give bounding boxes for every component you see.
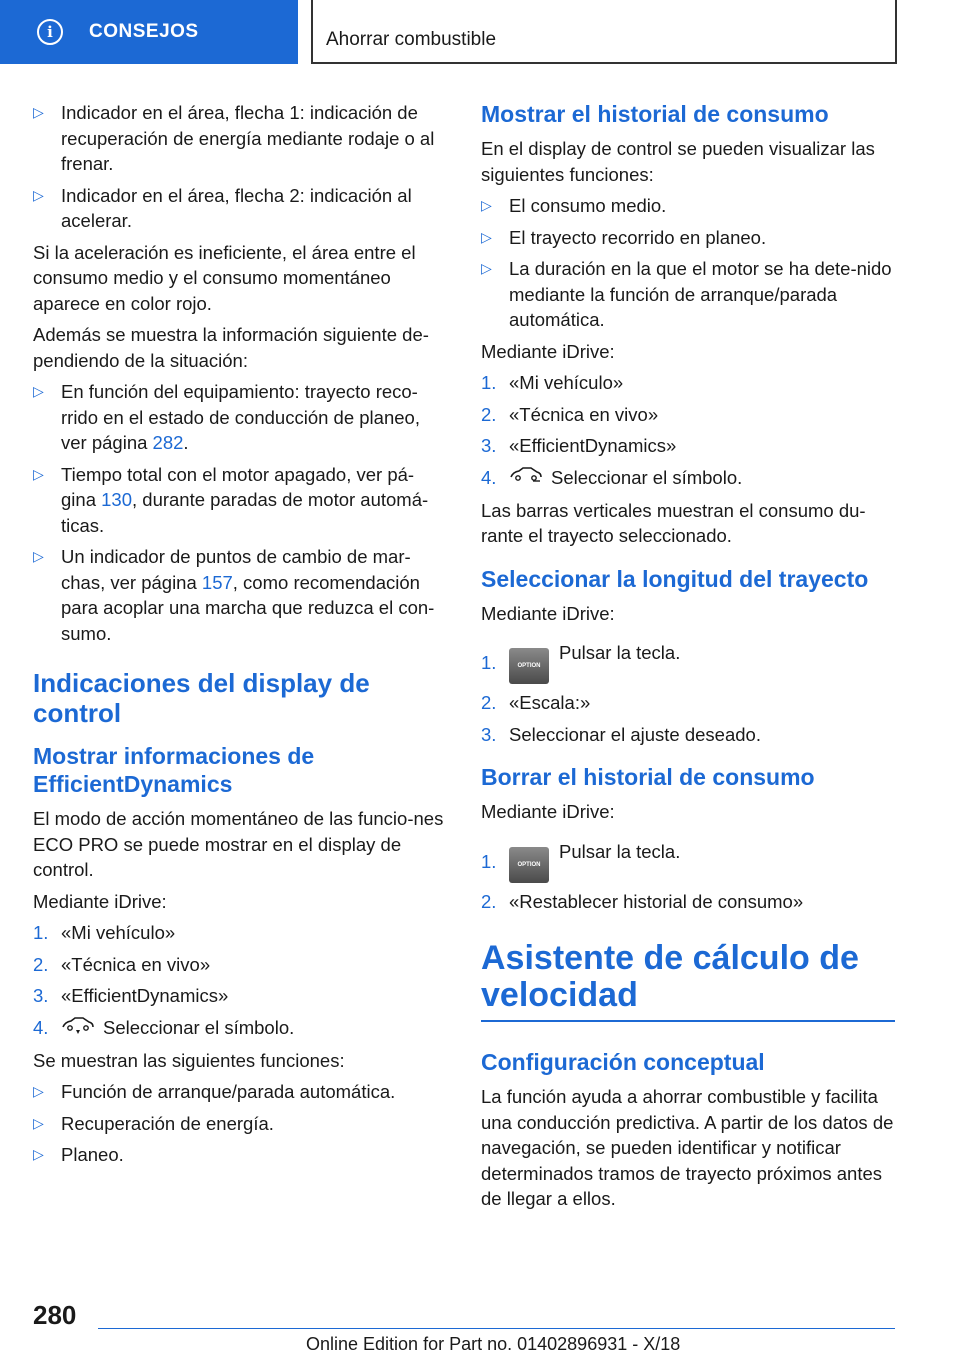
top-bullet-list bbox=[33, 100, 445, 234]
section-heading: Indicaciones del display de control bbox=[33, 668, 370, 728]
bullet-icon: ▷ bbox=[33, 465, 44, 482]
subsection-heading: Mostrar el historial de consumo bbox=[481, 101, 829, 127]
paragraph: Además se muestra la información siguiente de-pendiendo de la situación: bbox=[33, 324, 429, 371]
list-item: ▷ Planeo. bbox=[33, 1142, 445, 1168]
situation-bullet-list bbox=[33, 379, 445, 646]
info-icon: i bbox=[37, 19, 63, 45]
list-item: ▷ El trayecto recorrido en planeo. bbox=[481, 225, 895, 251]
bullet-icon: ▷ bbox=[33, 186, 44, 203]
step-item: 1. OPTIONPulsar la tecla. bbox=[481, 839, 895, 883]
list-item: ▷ En función del equipamiento: trayecto reco-rrido en el estado de conducción de planeo, ver página 282. bbox=[33, 381, 420, 453]
idrive-steps bbox=[481, 370, 895, 492]
bullet-icon: ▷ bbox=[481, 260, 492, 276]
step-item: 3. «EfficientDynamics» bbox=[481, 435, 677, 456]
step-item: 2. «Restablecer historial de consumo» bbox=[481, 890, 804, 912]
step-item: 1. «Mi vehículo» bbox=[33, 922, 176, 943]
step-item: 3. «EfficientDynamics» bbox=[33, 985, 229, 1006]
footer-divider bbox=[98, 1328, 895, 1329]
paragraph: Mediante iDrive: bbox=[33, 890, 167, 912]
list-item: ▷ Función de arranque/parada automática. bbox=[33, 1079, 445, 1105]
chapter-header bbox=[311, 0, 897, 64]
paragraph: La función ayuda a ahorrar combustible y facilita una conducción predictiva. A partir de los datos de navegación, se pueden identificar y notificar determinados tramos de trayecto próximos antes de llegar a ellos. bbox=[481, 1086, 894, 1210]
subsection-heading: Seleccionar la longitud del trayecto bbox=[481, 565, 869, 592]
functions-list bbox=[33, 1079, 445, 1168]
bullet-icon: ▷ bbox=[481, 197, 492, 213]
list-item: ▷ Un indicador de puntos de cambio de mar-chas, ver página 157, como recomendación para acoplar una marcha que reduzca el con-sumo. bbox=[33, 546, 435, 644]
paragraph: Las barras verticales muestran el consumo du-rante el trayecto seleccionado. bbox=[481, 499, 866, 547]
efficientdynamics-car-icon bbox=[61, 1015, 95, 1042]
list-item: ▷ La duración en la que el motor se ha dete-nido mediante la función de arranque/parada automática. bbox=[481, 258, 892, 330]
bullet-icon: ▷ bbox=[33, 383, 44, 399]
option-key-icon: OPTION bbox=[509, 648, 549, 684]
scale-steps bbox=[481, 640, 895, 747]
subsection-heading: Borrar el historial de consumo bbox=[481, 764, 815, 791]
paragraph: Mediante iDrive: bbox=[481, 801, 615, 823]
section-tab bbox=[0, 0, 298, 64]
step-item: 1. «Mi vehículo» bbox=[481, 372, 624, 393]
history-bullet-list bbox=[481, 193, 895, 333]
page-link-157[interactable]: 157 bbox=[201, 571, 233, 593]
list-item: ▷ Recuperación de energía. bbox=[33, 1111, 445, 1137]
paragraph: Se muestran las siguientes funciones: bbox=[33, 1049, 345, 1071]
list-item: ▷ Indicador en el área, flecha 2: indicación al acelerar. bbox=[33, 184, 412, 231]
subsection-heading: Mostrar informaciones de EfficientDynamics bbox=[33, 743, 315, 797]
step-item: 2. «Técnica en vivo» bbox=[481, 403, 659, 425]
step-item: 4. Seleccionar el símbolo. bbox=[33, 1015, 445, 1042]
left-column bbox=[33, 100, 445, 1174]
step-item: 2. «Técnica en vivo» bbox=[33, 953, 211, 975]
page-link-282[interactable]: 282 bbox=[152, 432, 184, 453]
section-label: CONSEJOS bbox=[89, 21, 199, 42]
paragraph: En el display de control se pueden visualizar las siguientes funciones: bbox=[481, 138, 875, 185]
paragraph: Si la aceleración es ineficiente, el área entre el consumo medio y el consumo momentáneo aparece en color rojo. bbox=[33, 241, 416, 314]
list-item: ▷ El consumo medio. bbox=[481, 193, 895, 219]
consumption-history-car-icon bbox=[509, 465, 543, 492]
step-item: 1. OPTIONPulsar la tecla. bbox=[481, 640, 895, 684]
bullet-icon: ▷ bbox=[481, 228, 492, 245]
chapter-heading: Asistente de cálculo de velocidad bbox=[481, 940, 895, 1022]
chapter-title: Ahorrar combustible bbox=[326, 29, 497, 50]
page-number: 280 bbox=[33, 1300, 77, 1330]
step-item: 4. Seleccionar el símbolo. bbox=[481, 465, 895, 492]
bullet-icon: ▷ bbox=[33, 1083, 44, 1100]
list-item: ▷ Tiempo total con el motor apagado, ver pá-gina 130, durante paradas de motor automá-ticas. bbox=[33, 463, 429, 536]
reset-steps bbox=[481, 839, 895, 915]
paragraph: El modo de acción momentáneo de las funcio-nes ECO PRO se puede mostrar en el display de control. bbox=[33, 808, 444, 880]
subsection-heading: Configuración conceptual bbox=[481, 1049, 765, 1076]
edition-note: Online Edition for Part no. 01402896931 - X/18 bbox=[306, 1334, 681, 1354]
list-item: ▷ Indicador en el área, flecha 1: indicación de recuperación de energía mediante rodaje o al frenar. bbox=[33, 102, 435, 174]
bullet-icon: ▷ bbox=[33, 104, 44, 120]
right-column bbox=[481, 100, 895, 1218]
paragraph: Mediante iDrive: bbox=[481, 602, 615, 624]
page-link-130[interactable]: 130 bbox=[101, 489, 132, 510]
bullet-icon: ▷ bbox=[33, 1146, 44, 1163]
bullet-icon: ▷ bbox=[33, 1114, 44, 1131]
bullet-icon: ▷ bbox=[33, 548, 44, 564]
step-item: 2. «Escala:» bbox=[481, 692, 591, 714]
option-key-icon: OPTION bbox=[509, 847, 549, 883]
paragraph: Mediante iDrive: bbox=[481, 340, 615, 362]
idrive-steps bbox=[33, 920, 445, 1042]
step-item: 3. Seleccionar el ajuste deseado. bbox=[481, 723, 761, 745]
